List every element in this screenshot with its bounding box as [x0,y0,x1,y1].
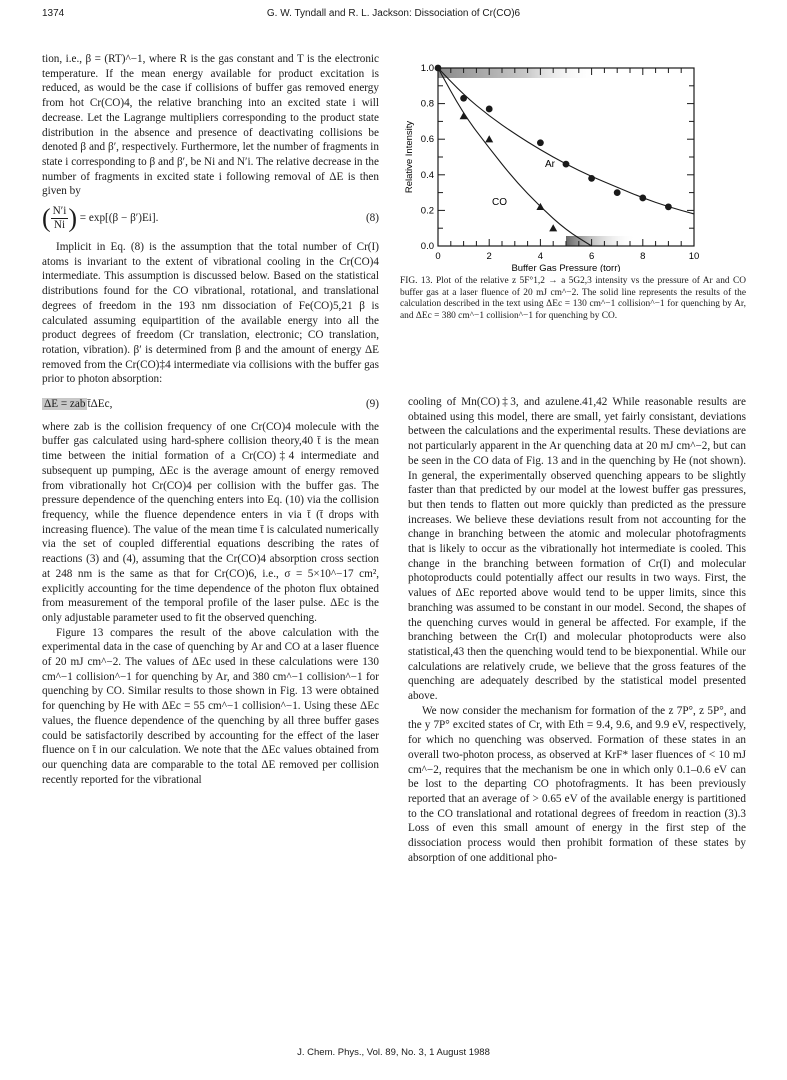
fit-curve-co [438,68,592,246]
scan-shade-top [438,68,598,78]
data-point-ar [665,203,672,210]
left-column [42,52,379,787]
data-point-ar [537,139,544,146]
data-point-co [485,135,493,142]
axis-ticks [438,68,694,246]
plot-frame [438,68,694,246]
data-point-ar [588,175,595,182]
series-label-co: CO [492,197,507,208]
left-para-3: where zab is the collision frequency of one Cr(CO)4 molecule with the buffer gas calculated using hard-sphere collision theory,40 t̄ is the mean time between the initial formation of a Cr(CO)‡4 intermediate and subsequent up pumping, ΔEc is the average amount of energy removed from vibrationally hot Cr(CO)4 per collision with the buffer gas. The pressure dependence of the quenching enters into Eq. (10) via the collision frequency, while the fluence dependence enters in via t̄ (t̄ drops with increasing fluence). The value of the mean time t̄ is calculated numerically via the set of coupled differential equations describing the rates of reactions (3) and (4), assuming that the Cr(CO)4 absorption cross section at 248 nm is the same as that for Cr(CO)6, i.e., σ = 5×10^−17 cm², explicitly accounting for the time dependence of the photon flux obtained from measurement of the temporal profile of the laser pulse. ΔEc is the only adjustable parameter used to fit the observed quenching. [42,420,379,624]
series-label-ar: Ar [545,159,555,170]
eq9-number: (9) [365,398,379,411]
y-axis-label: Relative Intensity [404,120,415,194]
x-tick-1: 2 [486,251,492,262]
x-tick-5: 10 [688,251,700,262]
scan-shade-bottom [566,236,636,246]
figure-13-chart [396,56,746,272]
eq8-numerator: N′i [52,205,67,218]
right-para-2: We now consider the mechanism for formation of the z 7P°, z 5P°, and the y 7P° excited states of Cr, with Eth = 9.4, 9.6, and 9.9 eV, respectively, for which no quenching was observed. Formation of these states in an overall two-photon process, as observed at KrF* laser fluences of < 10 mJ cm^−2, requires that the mechanism be one in which only 0.1–0.6 eV can be lost to the departing CO photofragments. It has been previously reported that an average of > 0.65 eV of the available energy is partitioned to the CO translational and rotational degrees of freedom in reaction (3).3 Loss of even this small amount of energy in the first step of the dissociation process would then prohibit formation of these states by absorption of one additional pho- [408,704,746,864]
y-tick-2: 0.4 [420,169,434,181]
y-tick-0: 0.0 [420,241,434,252]
data-point-co [460,112,468,119]
eq8-rhs: = exp[(β − β′)Ei]. [79,212,159,225]
data-point-ar [614,189,621,196]
data-point-ar [563,161,570,168]
y-tick-4: 0.8 [420,98,434,110]
x-tick-4: 8 [640,251,646,262]
data-point-ar [460,95,467,102]
x-tick-0: 0 [435,251,441,262]
data-point-co [549,224,557,231]
eq9-rest: t̄ΔEc, [87,398,113,411]
eq9-highlight: ΔE = zab [44,398,86,411]
data-point-ar [639,195,646,202]
page-number: 1374 [42,8,65,19]
data-points [435,65,672,232]
left-para-1: tion, i.e., β = (RT)^−1, where R is the gas constant and T is the electronic temperature. If the mean energy available for product excitation is reduced, as would be the case if collisions of buffer gas removed energy from hot Cr(CO)4, the relative branching into an excited state i will decrease. Let the Lagrange multipliers corresponding to the product state distribution in the absence and presence of deactivating collisions be denoted β and β′, respectively. Furthermore, let the number of fragments in state i corresponding to β and β′, be Ni and N′i. The relative decrease in the number of fragments in excited state i following removal of ΔE is then given by [42,53,379,198]
y-tick-5: 1.0 [420,63,434,74]
eq8-denominator: Ni [53,219,66,232]
equation-8: ( $\frac{N'i}{Ni}$ ) = exp[(β − β′)Ei]. (8) [42,203,379,233]
x-axis-label: Buffer Gas Pressure (torr) [511,263,621,272]
left-para-2: Implicit in Eq. (8) is the assumption that the total number of Cr(I) atoms is invariant to the extent of vibrational cooling in the Cr(CO)4 intermediate. This assumption is discussed below. Based on the statistical distributions found for the CO vibrational, rotational, and translational degrees of freedom in the 193 nm dissociation of Fe(CO)5,21 β is calculated assuming equipartition of the available energy into all the product degrees of freedom (Cr translation, electronic; CO translation, rotation, vibration). β′ is determined from β and the amount of energy ΔE removed from the Cr(CO)‡4 intermediate via collisions with the buffer gas prior to photon absorption: [42,241,379,386]
left-para-4: Figure 13 compares the result of the above calculation with the experimental data in the case of quenching by Ar and CO at a laser fluence of 20 mJ cm^−2. The values of ΔEc used in these calculations were 130 cm^−1 collision^−1 for quenching by Ar, and 380 cm^−1 collision^−1 for quenching by CO. Similar results to those shown in Fig. 13 were obtained for quenching by He with ΔEc = 55 cm^−1 collision^−1. Using these ΔEc values, the fluence dependence of the quenching by all three buffer gases could be satisfactorily described by accounting for the effect of the laser fluence on t̄ in our calculation. We note that the ΔEc values obtained from our quenching data are comparable to the total ΔE removed per collision recently reported for the vibrational [42,626,379,786]
fit-curve-ar [438,68,694,214]
journal-citation: J. Chem. Phys., Vol. 89, No. 3, 1 August 1988 [297,1047,490,1058]
x-tick-3: 6 [588,251,595,262]
eq8-number: (8) [365,212,379,225]
fit-curves [438,68,694,246]
y-tick-1: 0.2 [420,205,434,217]
data-point-ar [435,65,442,72]
right-column [408,395,746,866]
right-para-1: cooling of Mn(CO)‡3, and azulene.41,42 While reasonable results are obtained using this model, there are small, yet fairly consistant, deviations between the calculations and the experimental results. These deviations are not particularly apparent in the Ar quenching data at 20 mJ cm^−2, but can be seen in the CO data of Fig. 13 and in the quenching by He (not shown). In general, the experimentally observed quenching appears to be slightly faster than that predicted by our model at the lowest buffer gas pressures, but then tends to flatten out more quickly than predicted as the pressure increases. We believe these deviations result from not accounting for the change in branching between the atomic and molecular photofragments that is likely to occur as the vibrationally hot intermediate is cooled. This change in the branching between formation of Cr(I) and molecular photoproducts could potentially affect our results in two ways. First, the values of ΔEc reported above would tend to be upper limits, since this branching was assumed to be constant in our model. Second, the shapes of the quenching curves would in general be affected. For example, if the branching between the Cr(I) and molecular photoproducts were also statistical,43 then the quenching would tend to be biexponential. While our calculations are relatively crude, we believe that the gross features of the quenching are adequately described by the statistical model presented above. [408,396,746,703]
y-tick-3: 0.6 [420,134,434,146]
data-point-ar [486,106,493,113]
running-title: G. W. Tyndall and R. L. Jackson: Dissociation of Cr(CO)6 [266,8,521,19]
figure-caption: FIG. 13. Plot of the relative z 5F°1,2 → a 5G2,3 intensity vs the pressure of Ar and CO buffer gas at a laser fluence of 20 mJ cm^−2. The solid line represents the results of the calculation described in the text using ΔEc = 130 cm^−1 collision^−1 for quenching by Ar, and ΔEc = 380 cm^−1 collision^−1 for quenching by CO. [400,276,746,322]
x-tick-2: 4 [537,251,544,262]
equation-9 [42,397,379,412]
